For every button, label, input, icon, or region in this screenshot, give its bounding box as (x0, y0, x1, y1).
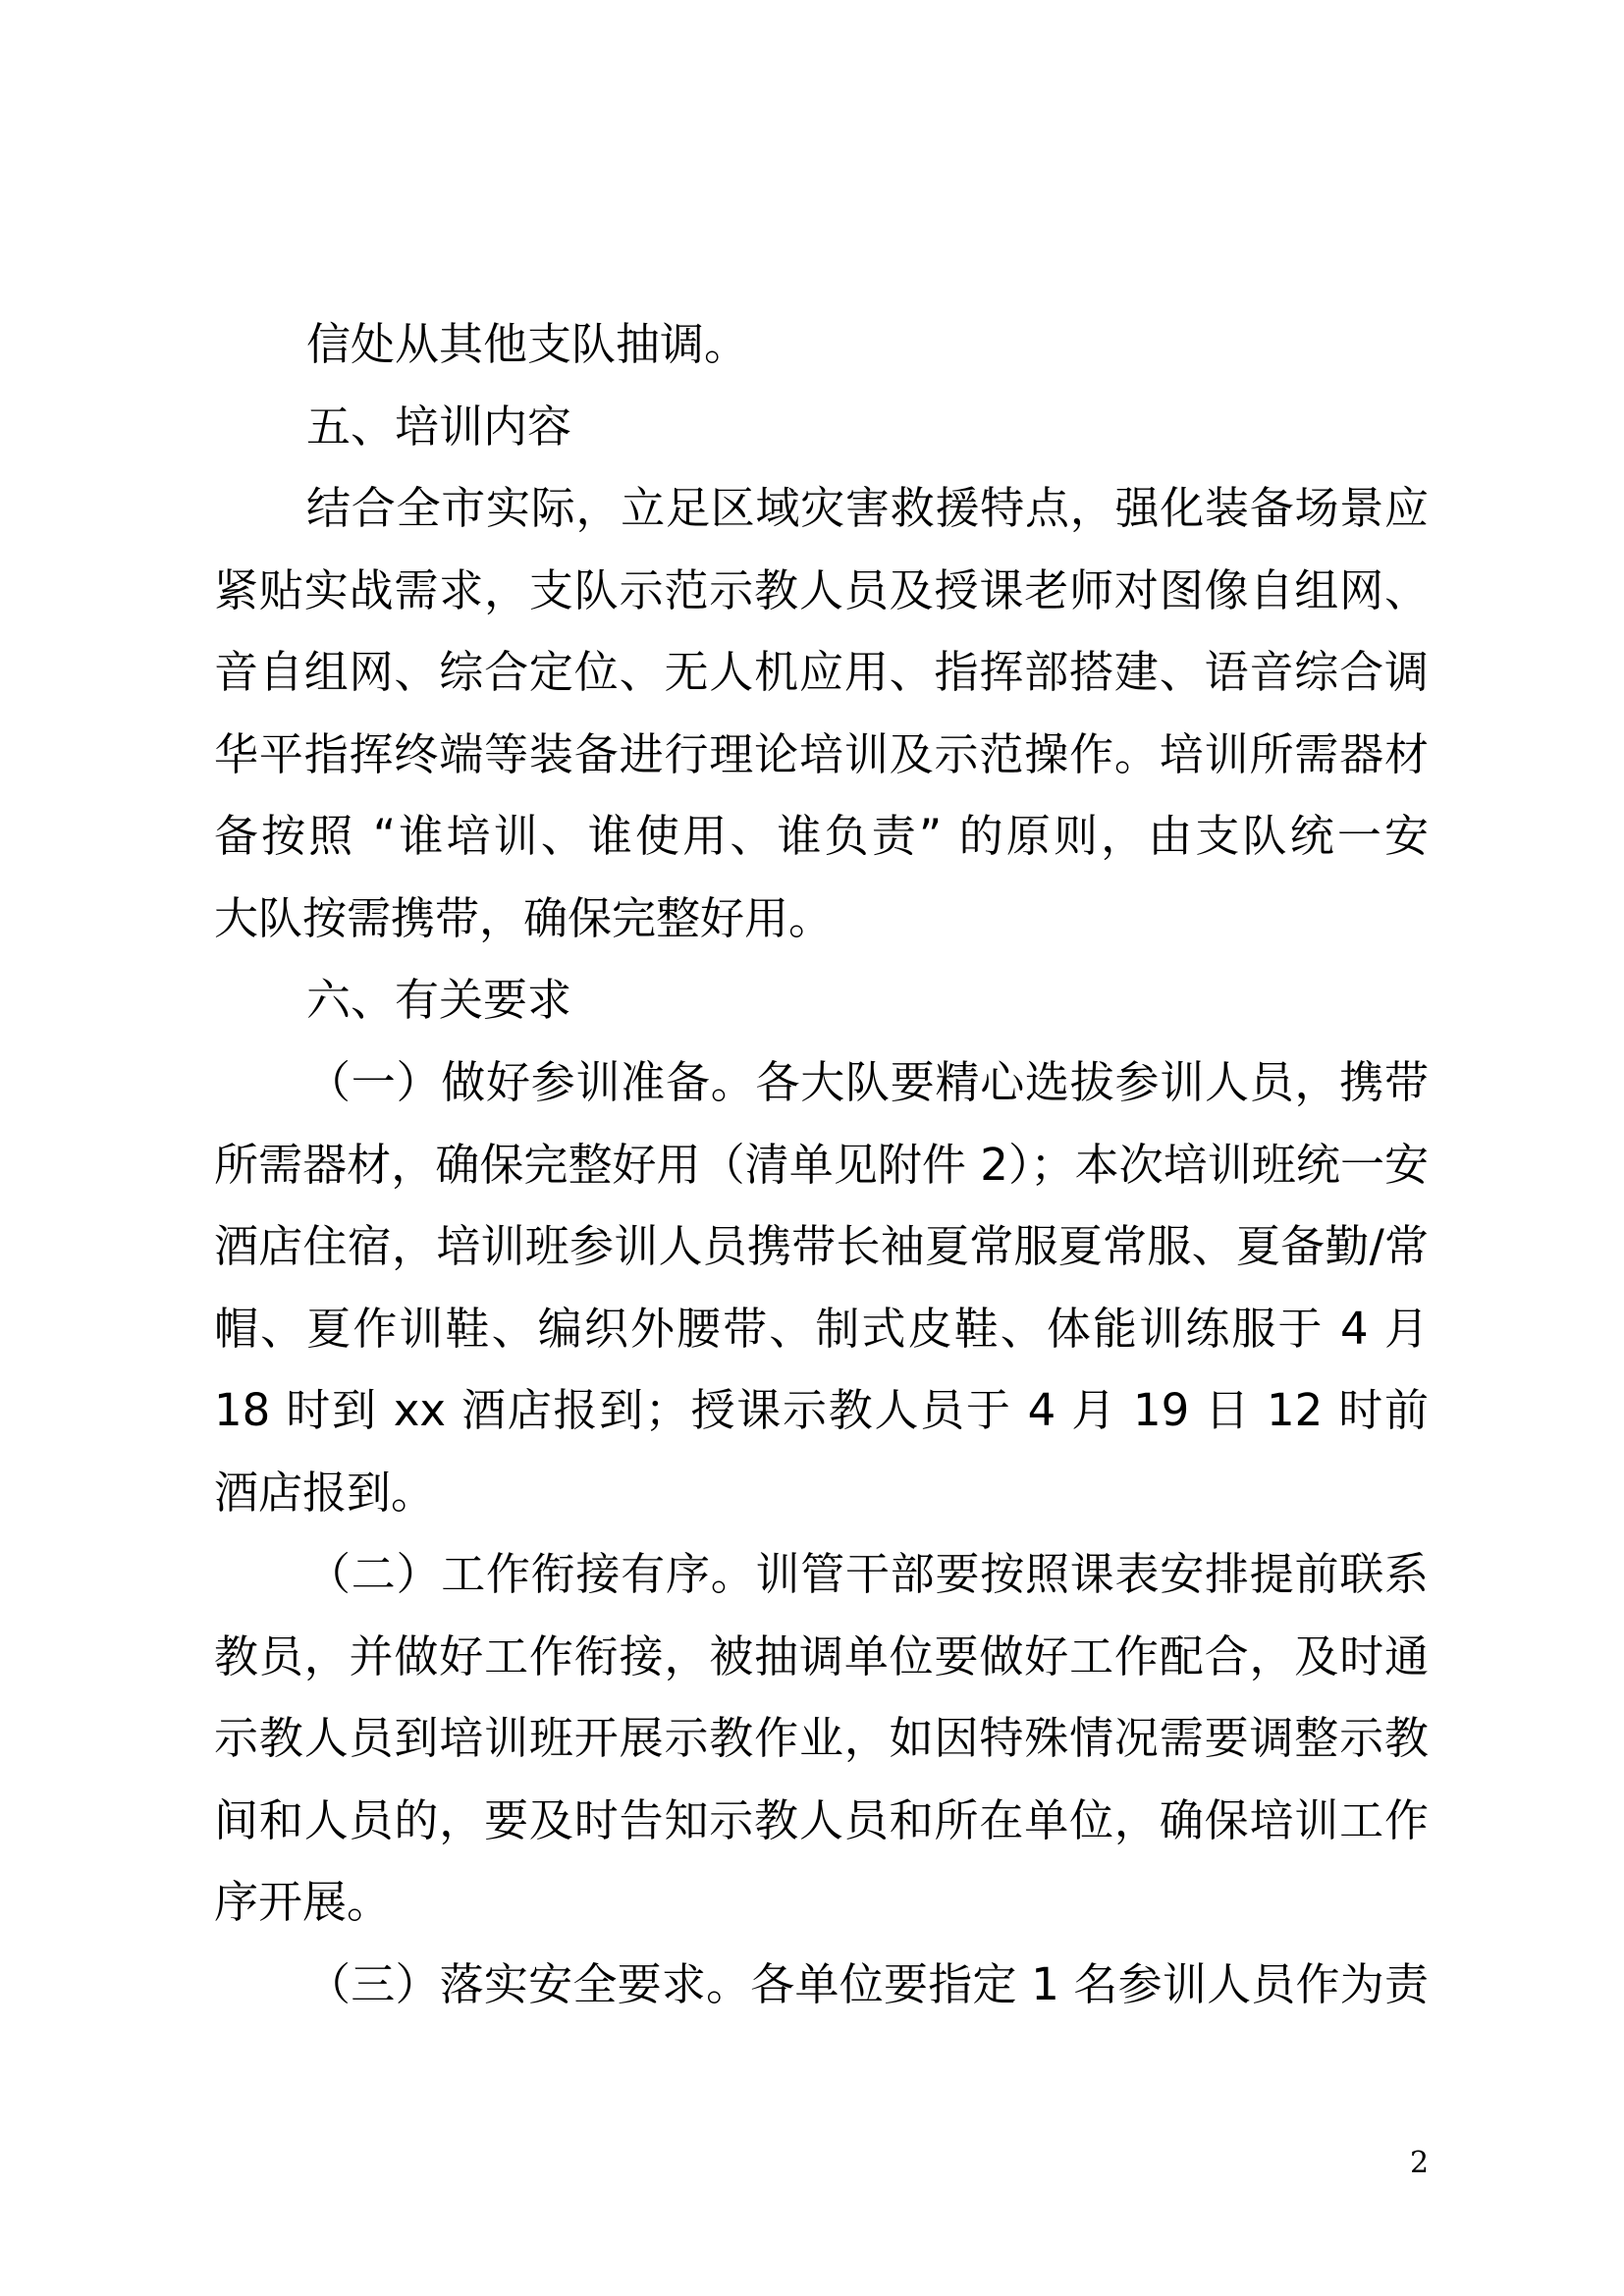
text-line: 帽、夏作训鞋、编织外腰带、制式皮鞋、体能训练服于 4 月 (214, 1302, 1429, 1355)
text-line: 酒店报到。 (214, 1466, 436, 1519)
text-line: 序开展。 (214, 1876, 392, 1929)
text-line: 结合全市实际，立足区域灾害救援特点，强化装备场景应 (306, 482, 1429, 535)
text-line: 紧贴实战需求，支队示范示教人员及授课老师对图像自组网、 (214, 563, 1429, 616)
text-line: 音自组网、综合定位、无人机应用、指挥部搭建、语音综合调 (214, 646, 1429, 699)
text-line: 备按照 “谁培训、谁使用、谁负责” 的原则，由支队统一安 (214, 810, 1429, 863)
text-line: 六、有关要求 (306, 974, 572, 1027)
text-line: 示教人员到培训班开展示教作业，如因特殊情况需要调整示教 (214, 1712, 1429, 1765)
text-line: （一）做好参训准备。各大队要精心选拔参训人员，携带 (306, 1055, 1429, 1108)
text-line: 酒店住宿，培训班参训人员携带长袖夏常服夏常服、夏备勤/常 (214, 1220, 1429, 1273)
text-line: 大队按需携带，确保完整好用。 (214, 891, 834, 944)
text-line: 18 时到 xx 酒店报到；授课示教人员于 4 月 19 日 12 时前 (214, 1384, 1429, 1437)
text-line: 间和人员的，要及时告知示教人员和所在单位，确保培训工作 (214, 1793, 1429, 1846)
text-line: 五、培训内容 (306, 400, 572, 453)
text-line: （二）工作衔接有序。训管干部要按照课表安排提前联系 (306, 1548, 1429, 1601)
text-line: 教员，并做好工作衔接，被抽调单位要做好工作配合，及时通 (214, 1629, 1429, 1682)
text-line: 华平指挥终端等装备进行理论培训及示范操作。培训所需器材 (214, 727, 1429, 780)
page-number: 2 (1410, 2146, 1430, 2180)
text-line: （三）落实安全要求。各单位要指定 1 名参训人员作为责 (306, 1958, 1429, 2010)
text-line: 信处从其他支队抽调。 (306, 318, 749, 370)
text-line: 所需器材，确保完整好用（清单见附件 2）；本次培训班统一安 (214, 1138, 1429, 1191)
